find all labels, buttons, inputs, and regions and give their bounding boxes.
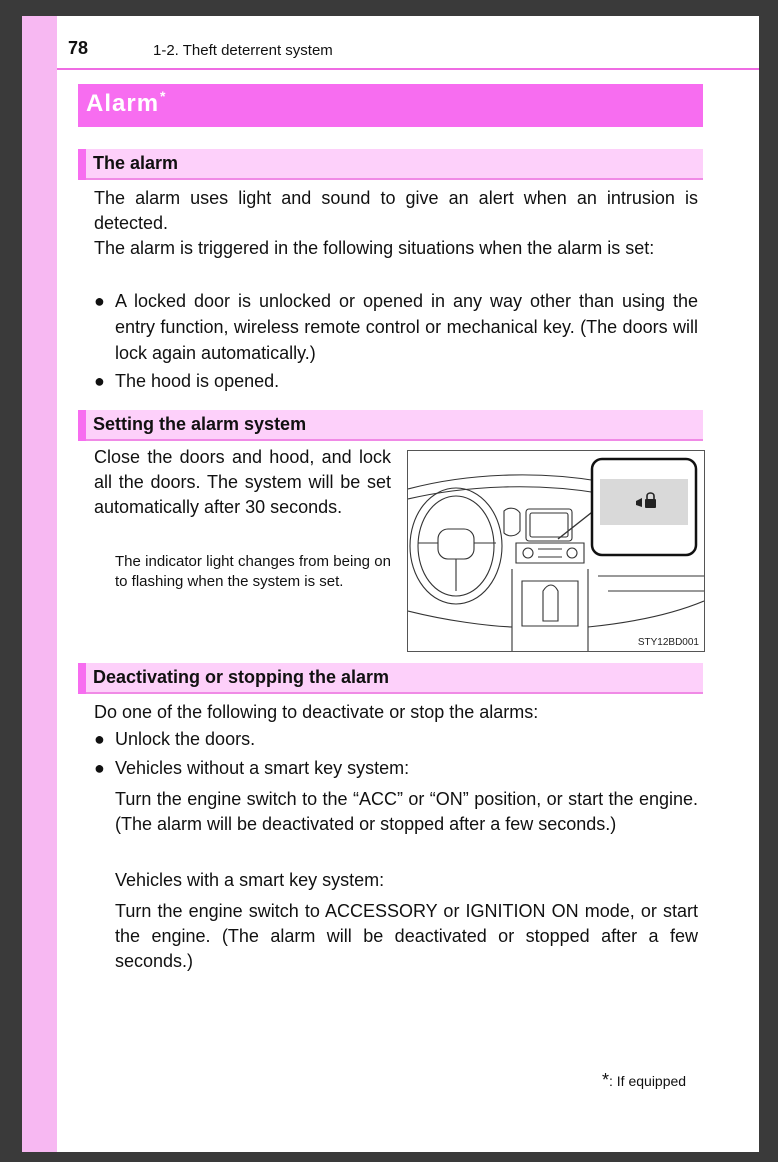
section-heading-text: The alarm (93, 153, 179, 173)
bullet-text: Unlock the doors. (115, 729, 256, 749)
bullet-dot: ● (94, 291, 105, 311)
title-asterisk: * (160, 88, 167, 104)
alarm-intro-2: The alarm is triggered in the following situations when the alarm is set: (94, 238, 655, 258)
section-heading-text: Setting the alarm system (93, 414, 307, 434)
bullet-text: A locked door is unlocked or opened in any way other than using the entry function, wireless remote control or mechanical key. (The doors will lock again automatically.) (115, 291, 698, 363)
alarm-intro-1: The alarm uses light and sound to give an alert when an intrusion is detected. (94, 188, 698, 233)
title-bar (78, 84, 703, 127)
section-heading-setting (78, 410, 703, 441)
no-smart-key-instructions: Turn the engine switch to the “ACC” or “ON” position, or start the engine. (The alarm will be deactivated or stopped after a few seconds.) (115, 789, 698, 834)
footnote-marker: * (602, 1070, 610, 1090)
footnote (602, 1070, 686, 1091)
list-item (94, 726, 698, 752)
setting-body: Close the doors and hood, and lock all the doors. The system will be set automatically after 30 seconds. (94, 447, 391, 517)
setting-note: The indicator light changes from being on to flashing when the system is set. (115, 553, 391, 590)
section-heading-deactivating (78, 663, 703, 694)
bullet-text: The hood is opened. (115, 371, 280, 391)
dashboard-line-art (408, 451, 704, 651)
deactivate-intro: Do one of the following to deactivate or stop the alarms: (94, 702, 539, 722)
smart-key-label: Vehicles with a smart key system: (115, 870, 385, 890)
bullet-dot: ● (94, 758, 105, 778)
bullet-text: Vehicles without a smart key system: (115, 758, 410, 778)
figure-code: STY12BD001 (637, 637, 699, 648)
smart-key-instructions: Turn the engine switch to ACCESSORY or IGNITION ON mode, or start the engine. (The alarm will be deactivated or stopped after a few seconds.) (115, 901, 698, 971)
manual-page (22, 16, 759, 1152)
page-title-text: Alarm (86, 90, 160, 117)
list-item (94, 755, 698, 781)
list-item (94, 368, 698, 394)
chapter-side-tab (22, 16, 57, 1152)
page-number: 78 (68, 38, 89, 58)
dashboard-illustration (407, 450, 705, 652)
footnote-text: : If equipped (609, 1073, 687, 1089)
page-title (86, 90, 166, 118)
bullet-dot: ● (94, 729, 105, 749)
section-heading-the-alarm (78, 149, 703, 180)
running-header: 1-2. Theft deterrent system (153, 42, 333, 59)
list-item (94, 288, 698, 366)
section-heading-text: Deactivating or stopping the alarm (93, 667, 390, 687)
bullet-dot: ● (94, 371, 105, 391)
header-rule (57, 68, 759, 70)
